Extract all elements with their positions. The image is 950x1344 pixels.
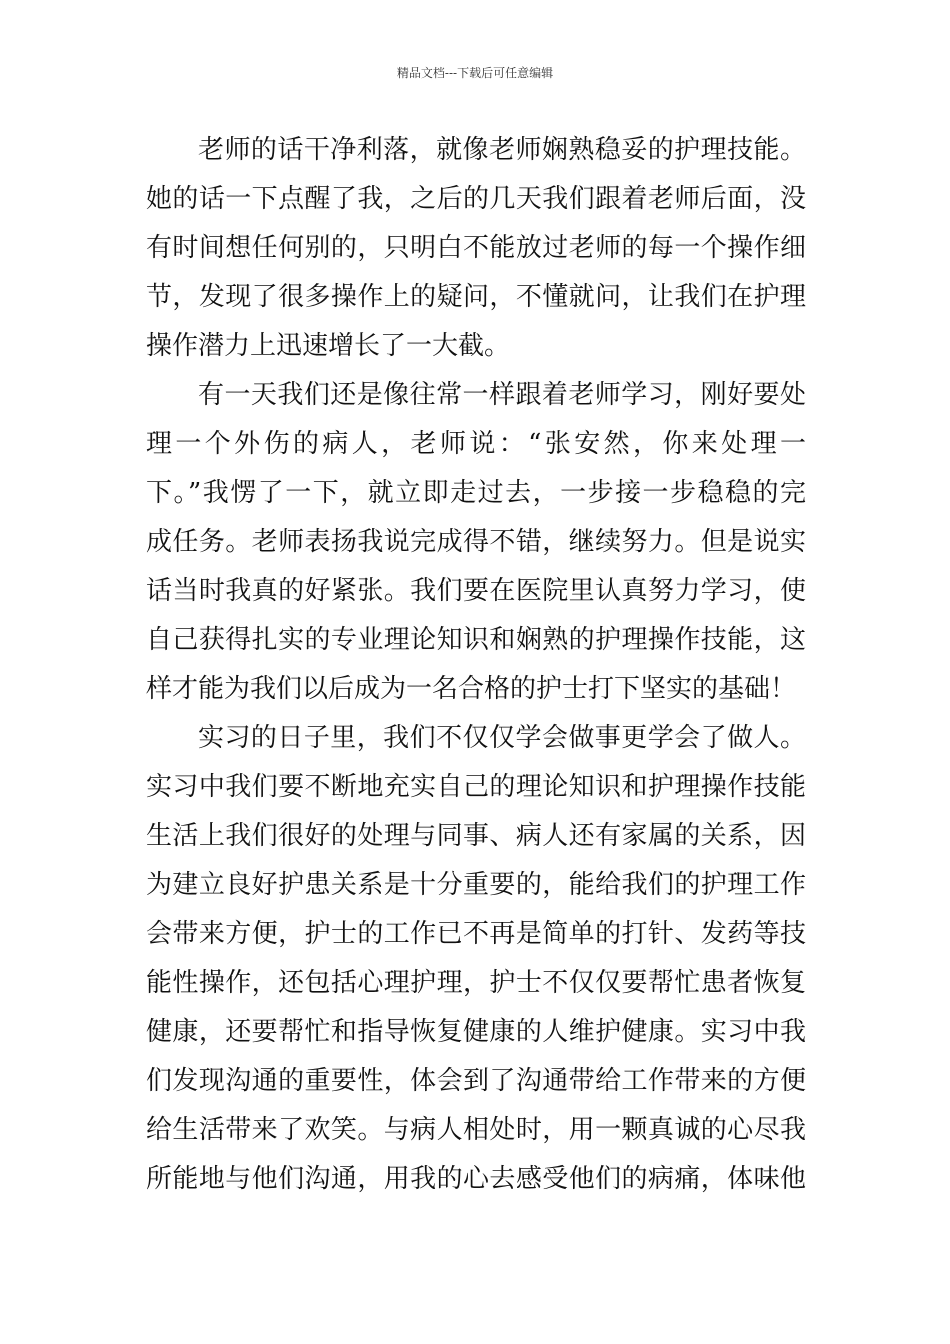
page-header: 精品文档---下载后可任意编辑 [396,66,554,80]
text-line: 实习中我们要不断地充实自己的理论知识和护理操作技能 [146,772,806,802]
text-line: 她的话一下点醒了我，之后的几天我们跟着老师后面，没 [146,184,806,214]
text-line: 能性操作，还包括心理护理，护士不仅仅要帮忙患者恢复 [146,968,806,998]
text-line: 会带来方便，护士的工作已不再是简单的打针、发药等技 [146,919,806,949]
text-line: 给生活带来了欢笑。与病人相处时，用一颗真诚的心尽我 [146,1115,806,1145]
text-line: 理一个外伤的病人，老师说：“张安然，你来处理一 [146,429,806,459]
text-line: 节，发现了很多操作上的疑问，不懂就问，让我们在护理 [146,282,806,312]
document-body [146,126,806,1204]
text-line: 老师的话干净利落，就像老师娴熟稳妥的护理技能。 [198,135,806,165]
text-line: 为建立良好护患关系是十分重要的，能给我们的护理工作 [146,870,806,900]
text-line: 下。”我愣了一下，就立即走过去，一步接一步稳稳的完 [146,478,806,508]
text-line: 生活上我们很好的处理与同事、病人还有家属的关系，因 [146,821,806,851]
paragraph-3 [146,714,806,1204]
text-line: 自己获得扎实的专业理论知识和娴熟的护理操作技能，这 [146,625,806,655]
text-line: 话当时我真的好紧张。我们要在医院里认真努力学习，使 [146,576,806,606]
text-line: 实习的日子里，我们不仅仅学会做事更学会了做人。 [198,723,806,753]
paragraph-2 [146,371,806,714]
text-line: 有一天我们还是像往常一样跟着老师学习，刚好要处 [198,380,806,410]
text-line: 操作潜力上迅速增长了一大截。 [146,331,511,361]
text-line: 样才能为我们以后成为一名合格的护士打下坚实的基础！ [146,674,797,704]
text-line: 所能地与他们沟通，用我的心去感受他们的病痛，体味他 [146,1164,806,1194]
text-line: 成任务。老师表扬我说完成得不错，继续努力。但是说实 [146,527,806,557]
text-line: 健康，还要帮忙和指导恢复健康的人维护健康。实习中我 [146,1017,806,1047]
text-line: 们发现沟通的重要性，体会到了沟通带给工作带来的方便 [146,1066,806,1096]
text-line: 有时间想任何别的，只明白不能放过老师的每一个操作细 [146,233,806,263]
paragraph-1 [146,126,806,371]
